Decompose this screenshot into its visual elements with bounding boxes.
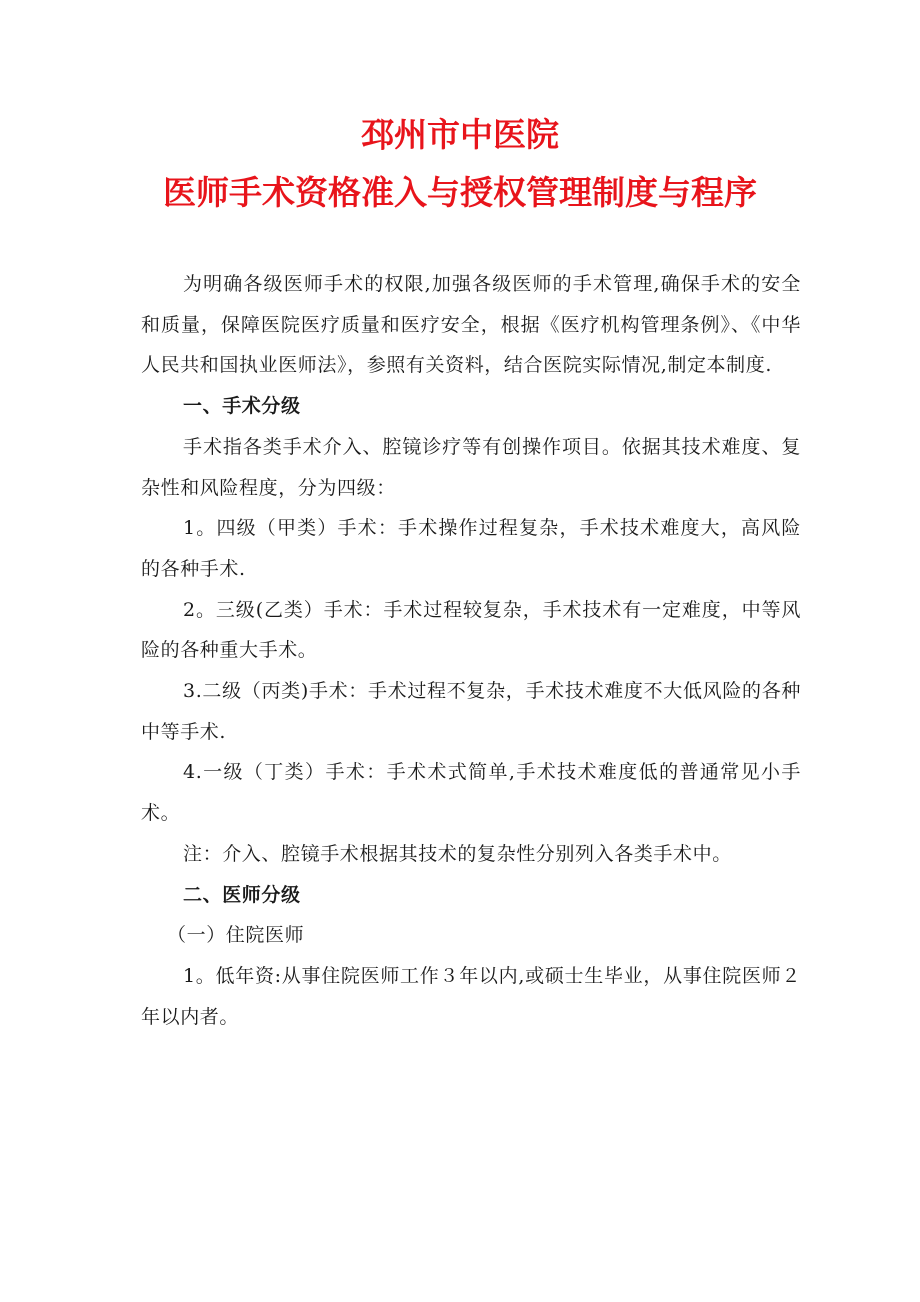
resident-level-item: 1。低年资:从事住院医师工作３年以内,或硕士生毕业，从事住院医师２年以内者。 xyxy=(141,964,801,1028)
intro-paragraph: 为明确各级医师手术的权限,加强各级医师的手术管理,确保手术的安全和质量，保障医院医疗质量和医疗安全，根据《医疗机构管理条例》、《中华人民共和国执业医师法》，参照有关资料，结合医院实际情况,制定本制度. xyxy=(141,273,801,377)
document-body xyxy=(141,264,801,1037)
resident-physician-subheading: （一）住院医师 xyxy=(167,924,305,947)
hospital-name-title: 邳州市中医院 xyxy=(361,115,559,154)
section2-heading: 二、医师分级 xyxy=(183,883,301,906)
section1-heading: 一、手术分级 xyxy=(183,395,301,418)
surgery-level-item: 4.一级（丁类）手术：手术术式简单,手术技术难度低的普通常见小手术。 xyxy=(141,761,801,825)
surgery-level-item: 1。四级（甲类）手术：手术操作过程复杂，手术技术难度大，高风险的各种手术. xyxy=(141,517,801,580)
section1-description: 手术指各类手术介入、腔镜诊疗等有创操作项目。依据其技术难度、复杂性和风险程度，分为四级： xyxy=(141,435,801,499)
surgery-level-item: 3.二级（丙类)手术：手术过程不复杂，手术技术难度不大低风险的各种中等手术. xyxy=(141,680,801,743)
surgery-level-item: 2。三级(乙类）手术：手术过程较复杂，手术技术有一定难度，中等风险的各种重大手术。 xyxy=(141,598,801,662)
regulation-title: 医师手术资格准入与授权管理制度与程序 xyxy=(163,173,757,212)
section1-note: 注：介入、腔镜手术根据其技术的复杂性分别列入各类手术中。 xyxy=(183,842,732,865)
